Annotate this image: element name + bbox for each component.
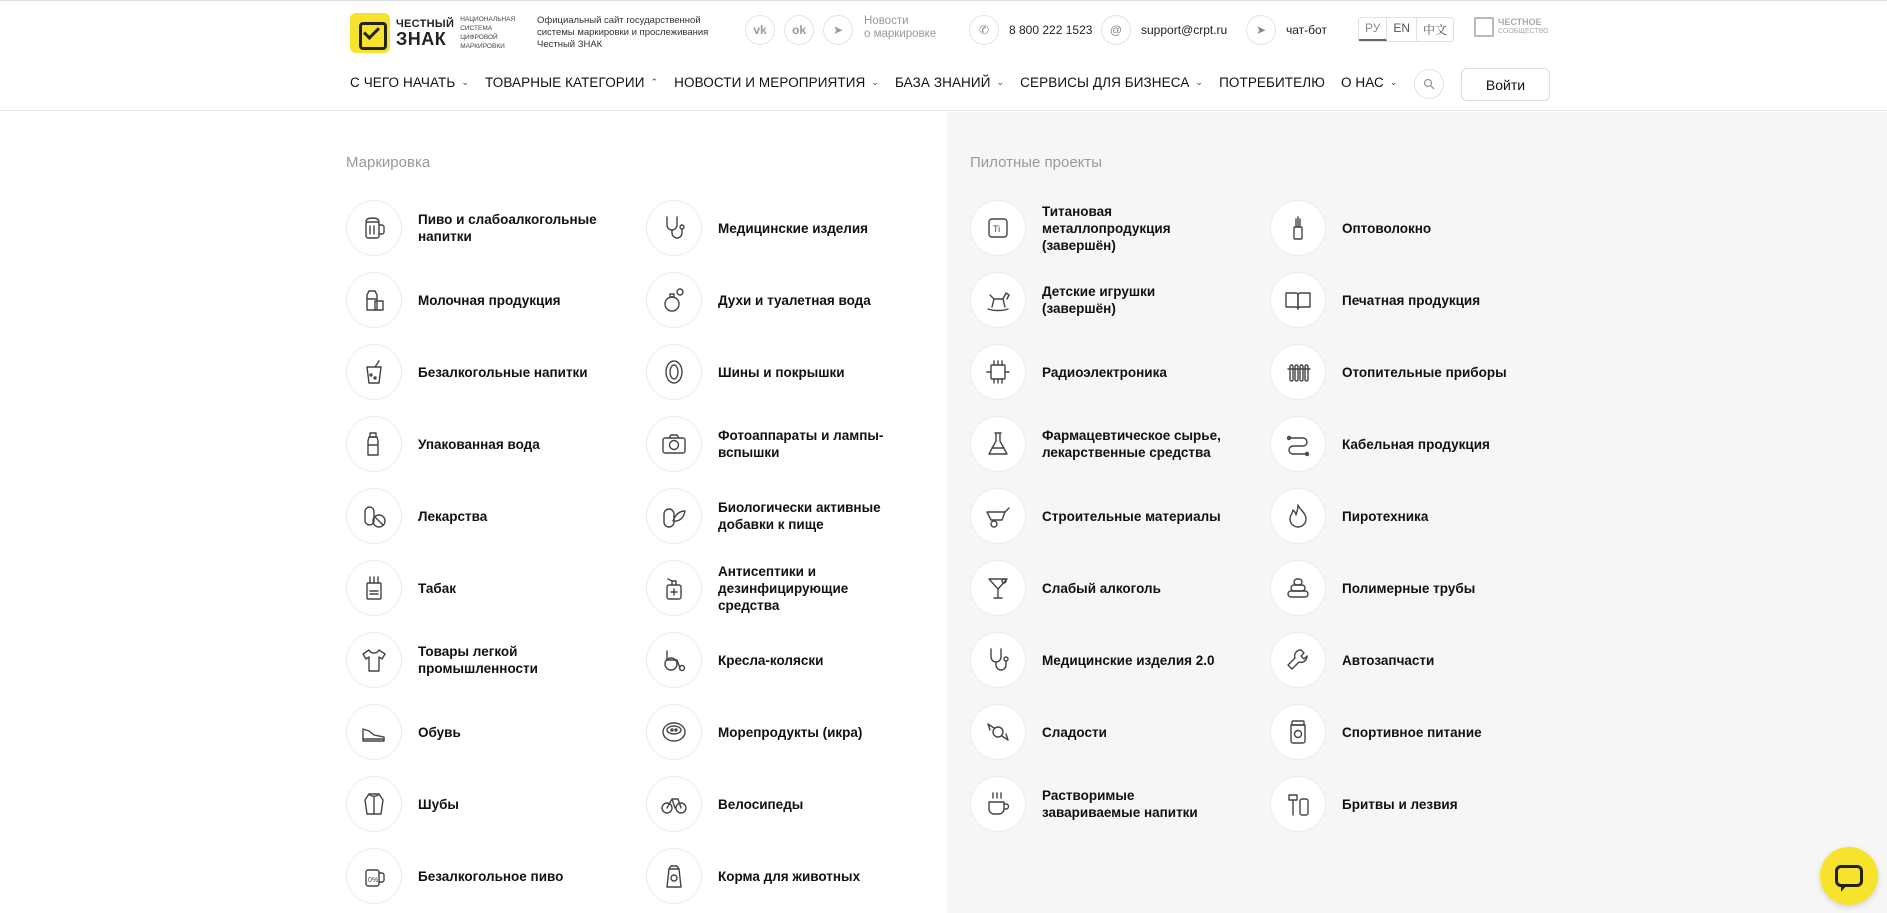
logo-line1: ЧЕСТНЫЙ <box>396 17 455 30</box>
login-button[interactable]: Войти <box>1461 68 1550 101</box>
nav-business-services[interactable] <box>1020 75 1203 90</box>
category-label: Бритвы и лезвия <box>1342 796 1458 812</box>
category-label: Медицинские изделия 2.0 <box>1042 652 1215 668</box>
nav-news-events[interactable] <box>674 75 879 90</box>
category-label: Корма для животных <box>718 868 861 884</box>
category-item[interactable] <box>1270 632 1560 688</box>
chat-bubble-icon <box>1835 865 1863 887</box>
category-item[interactable] <box>346 560 636 616</box>
phone-icon: ✆ <box>969 15 999 45</box>
search-icon <box>1423 78 1435 90</box>
news-link-line2: о маркировке <box>864 28 937 40</box>
category-label: Медицинские изделия <box>718 220 869 236</box>
logo-line2: ЗНАК <box>396 28 447 49</box>
category-item[interactable] <box>646 560 936 616</box>
bicycle-icon <box>646 776 702 832</box>
tshirt-icon <box>346 632 402 688</box>
category-label: Товары легкой промышленности <box>418 644 538 676</box>
category-label: Титановая металлопродукция (завершён) <box>1042 203 1171 253</box>
category-item[interactable] <box>970 704 1260 760</box>
beer-mug-icon <box>346 200 402 256</box>
category-label: Биологически активные добавки к пище <box>718 500 881 532</box>
antiseptic-icon <box>646 560 702 616</box>
nav-about[interactable] <box>1341 75 1398 90</box>
nav-label: С ЧЕГО НАЧАТЬ <box>350 75 456 90</box>
pilot-section-title: Пилотные проекты <box>970 154 1103 171</box>
lang-zh[interactable]: 中文 <box>1423 23 1448 37</box>
wrench-icon <box>1270 632 1326 688</box>
tobacco-icon <box>346 560 402 616</box>
category-item[interactable] <box>1270 344 1560 400</box>
logo-wordmark <box>396 19 454 48</box>
logo-subtitle: НАЦИОНАЛЬНАЯ СИСТЕМА ЦИФРОВОЙ МАРКИРОВКИ <box>460 16 516 50</box>
category-item[interactable] <box>346 848 636 904</box>
pills-icon <box>346 488 402 544</box>
fire-icon <box>1270 488 1326 544</box>
news-link-line1: Новости <box>864 15 909 27</box>
category-label: Пиво и слабоалкогольные напитки <box>418 212 597 244</box>
phone-number: 8 800 222 1523 <box>1009 23 1093 37</box>
soft-drink-icon <box>346 344 402 400</box>
category-item[interactable] <box>346 632 636 688</box>
category-item[interactable] <box>646 200 936 256</box>
category-label: Кабельная продукция <box>1342 436 1490 452</box>
stethoscope-icon <box>646 200 702 256</box>
category-item[interactable] <box>970 272 1260 328</box>
nav-label: СЕРВИСЫ ДЛЯ БИЗНЕСА <box>1020 75 1190 90</box>
nav-label: НОВОСТИ И МЕРОПРИЯТИЯ <box>674 75 866 90</box>
book-icon <box>1270 272 1326 328</box>
protein-jar-icon <box>1270 704 1326 760</box>
at-icon: @ <box>1101 15 1131 45</box>
category-item[interactable] <box>646 632 936 688</box>
hot-cup-icon <box>970 776 1026 832</box>
supplement-icon <box>646 488 702 544</box>
category-label: Пиротехника <box>1342 508 1429 524</box>
category-label: Антисептики и дезинфицирующие средства <box>718 563 849 613</box>
category-label: Радиоэлектроника <box>1042 364 1167 380</box>
flask-icon <box>970 416 1026 472</box>
category-item[interactable] <box>1270 776 1560 832</box>
category-label: Спортивное питание <box>1342 724 1482 740</box>
odnoklassniki-icon[interactable] <box>784 15 814 45</box>
category-item[interactable] <box>970 200 1260 256</box>
category-item[interactable] <box>346 416 636 472</box>
cocktail-icon <box>970 560 1026 616</box>
stethoscope-icon <box>970 632 1026 688</box>
category-item[interactable] <box>646 416 936 472</box>
fiber-optic-icon <box>1270 200 1326 256</box>
category-label: Фотоаппараты и лампы-вспышки <box>718 428 884 460</box>
main-nav <box>350 75 1414 90</box>
community-link[interactable] <box>1474 17 1549 37</box>
category-item[interactable] <box>646 488 936 544</box>
community-text <box>1498 18 1549 36</box>
category-label: Обувь <box>418 724 461 740</box>
candy-icon <box>970 704 1026 760</box>
nav-label: БАЗА ЗНАНИЙ <box>895 75 991 90</box>
category-item[interactable] <box>646 344 936 400</box>
chat-bot-link[interactable] <box>1246 15 1327 45</box>
category-label: Упакованная вода <box>418 436 540 452</box>
titanium-icon <box>970 200 1026 256</box>
lang-en[interactable]: EN <box>1387 18 1417 41</box>
razor-icon <box>1270 776 1326 832</box>
radiator-icon <box>1270 344 1326 400</box>
search-button[interactable] <box>1414 69 1444 99</box>
category-label: Морепродукты (икра) <box>718 724 863 740</box>
category-label: Фармацевтическое сырье, лекарственные средства <box>1042 428 1221 460</box>
category-label: Оптоволокно <box>1342 220 1432 236</box>
category-item[interactable] <box>646 704 936 760</box>
category-item[interactable] <box>970 632 1260 688</box>
category-label: Шубы <box>418 796 459 812</box>
camera-icon <box>646 416 702 472</box>
category-item[interactable] <box>346 200 636 256</box>
email-link[interactable] <box>1101 15 1227 45</box>
category-label: Печатная продукция <box>1342 292 1481 308</box>
nav-knowledge-base[interactable] <box>895 75 1004 90</box>
news-link[interactable] <box>864 15 936 41</box>
chevron-down-icon: ⌄ <box>1195 77 1204 87</box>
category-item[interactable] <box>970 488 1260 544</box>
category-label: Безалкогольное пиво <box>418 868 564 884</box>
svg-text:Ti: Ti <box>993 224 1001 234</box>
chat-button[interactable] <box>1820 847 1878 905</box>
community-line2: СООБЩЕСТВО <box>1498 28 1549 35</box>
rocking-horse-icon <box>970 272 1026 328</box>
vk-glyph: vk <box>753 23 767 37</box>
category-item[interactable] <box>346 704 636 760</box>
nav-label: ТОВАРНЫЕ КАТЕГОРИИ <box>485 75 645 90</box>
nav-consumer[interactable] <box>1219 75 1325 90</box>
category-label: Растворимые завариваемые напитки <box>1042 788 1198 820</box>
category-label: Духи и туалетная вода <box>718 292 871 308</box>
ok-glyph: ok <box>791 23 806 37</box>
telegram-icon[interactable] <box>823 15 853 45</box>
marking-section-title: Маркировка <box>346 154 431 171</box>
pipes-icon <box>1270 560 1326 616</box>
chevron-down-icon: ⌄ <box>461 77 470 87</box>
category-label: Шины и покрышки <box>718 364 845 380</box>
chevron-down-icon: ⌄ <box>1389 77 1398 87</box>
category-item[interactable] <box>646 776 936 832</box>
nav-label: О НАС <box>1340 75 1384 90</box>
water-bottle-icon <box>346 416 402 472</box>
category-label: Слабый алкоголь <box>1042 580 1161 596</box>
lang-ru[interactable]: РУ <box>1359 18 1387 41</box>
category-item[interactable] <box>346 344 636 400</box>
chevron-down-icon: ⌄ <box>996 77 1005 87</box>
nonalcoholic-beer-icon <box>346 848 402 904</box>
caviar-icon <box>646 704 702 760</box>
category-item[interactable] <box>1270 416 1560 472</box>
category-item[interactable] <box>1270 704 1560 760</box>
nav-start[interactable] <box>350 75 469 90</box>
category-label: Кресла-коляски <box>718 652 824 668</box>
category-label: Безалкогольные напитки <box>418 364 588 380</box>
community-line1: ЧЕСТНОЕ <box>1498 17 1542 27</box>
category-label: Табак <box>418 580 457 596</box>
email-address: support@crpt.ru <box>1141 23 1228 37</box>
telegram-bot-icon: ➤ <box>1246 15 1276 45</box>
category-item[interactable] <box>970 344 1260 400</box>
category-item[interactable] <box>346 776 636 832</box>
logo-mark-icon <box>350 13 390 53</box>
wheelbarrow-icon <box>970 488 1026 544</box>
phone-link[interactable] <box>969 15 1092 45</box>
category-item[interactable] <box>970 560 1260 616</box>
chip-icon <box>970 344 1026 400</box>
chat-bot-label: чат-бот <box>1286 23 1327 37</box>
category-item[interactable] <box>646 272 936 328</box>
language-switcher <box>1358 17 1454 42</box>
category-label: Отопительные приборы <box>1342 364 1507 380</box>
category-label: Сладости <box>1042 724 1107 740</box>
shoe-icon <box>346 704 402 760</box>
category-label: Детские игрушки (завершён) <box>1042 284 1156 316</box>
nav-product-categories[interactable] <box>485 75 658 90</box>
category-label: Велосипеды <box>718 796 804 812</box>
category-label: Полимерные трубы <box>1342 580 1476 596</box>
category-item[interactable] <box>1270 560 1560 616</box>
chevron-up-icon: ⌃ <box>650 77 659 87</box>
category-item[interactable] <box>970 776 1260 832</box>
category-label: Молочная продукция <box>418 292 561 308</box>
milk-icon <box>346 272 402 328</box>
site-header <box>0 0 1887 111</box>
category-label: Лекарства <box>418 508 488 524</box>
chevron-down-icon: ⌄ <box>871 77 880 87</box>
svg-text:0%: 0% <box>368 877 379 884</box>
community-logo-icon <box>1474 17 1494 37</box>
category-label: Автозапчасти <box>1342 652 1435 668</box>
site-description: Официальный сайт государственной системы маркировки и прослеживания Честный ЗНАК <box>537 15 709 50</box>
cable-icon <box>1270 416 1326 472</box>
category-item[interactable] <box>646 848 936 904</box>
category-item[interactable] <box>346 272 636 328</box>
vk-icon[interactable] <box>745 15 775 45</box>
fur-coat-icon <box>346 776 402 832</box>
category-item[interactable] <box>1270 200 1560 256</box>
category-item[interactable] <box>346 488 636 544</box>
nav-label: ПОТРЕБИТЕЛЮ <box>1219 75 1325 90</box>
perfume-icon <box>646 272 702 328</box>
category-item[interactable] <box>1270 488 1560 544</box>
wheelchair-icon <box>646 632 702 688</box>
category-label: Строительные материалы <box>1042 508 1221 524</box>
category-item[interactable] <box>1270 272 1560 328</box>
telegram-glyph: ➤ <box>832 23 844 37</box>
pet-food-icon <box>646 848 702 904</box>
category-item[interactable] <box>970 416 1260 472</box>
logo[interactable] <box>350 13 530 53</box>
tire-icon <box>646 344 702 400</box>
